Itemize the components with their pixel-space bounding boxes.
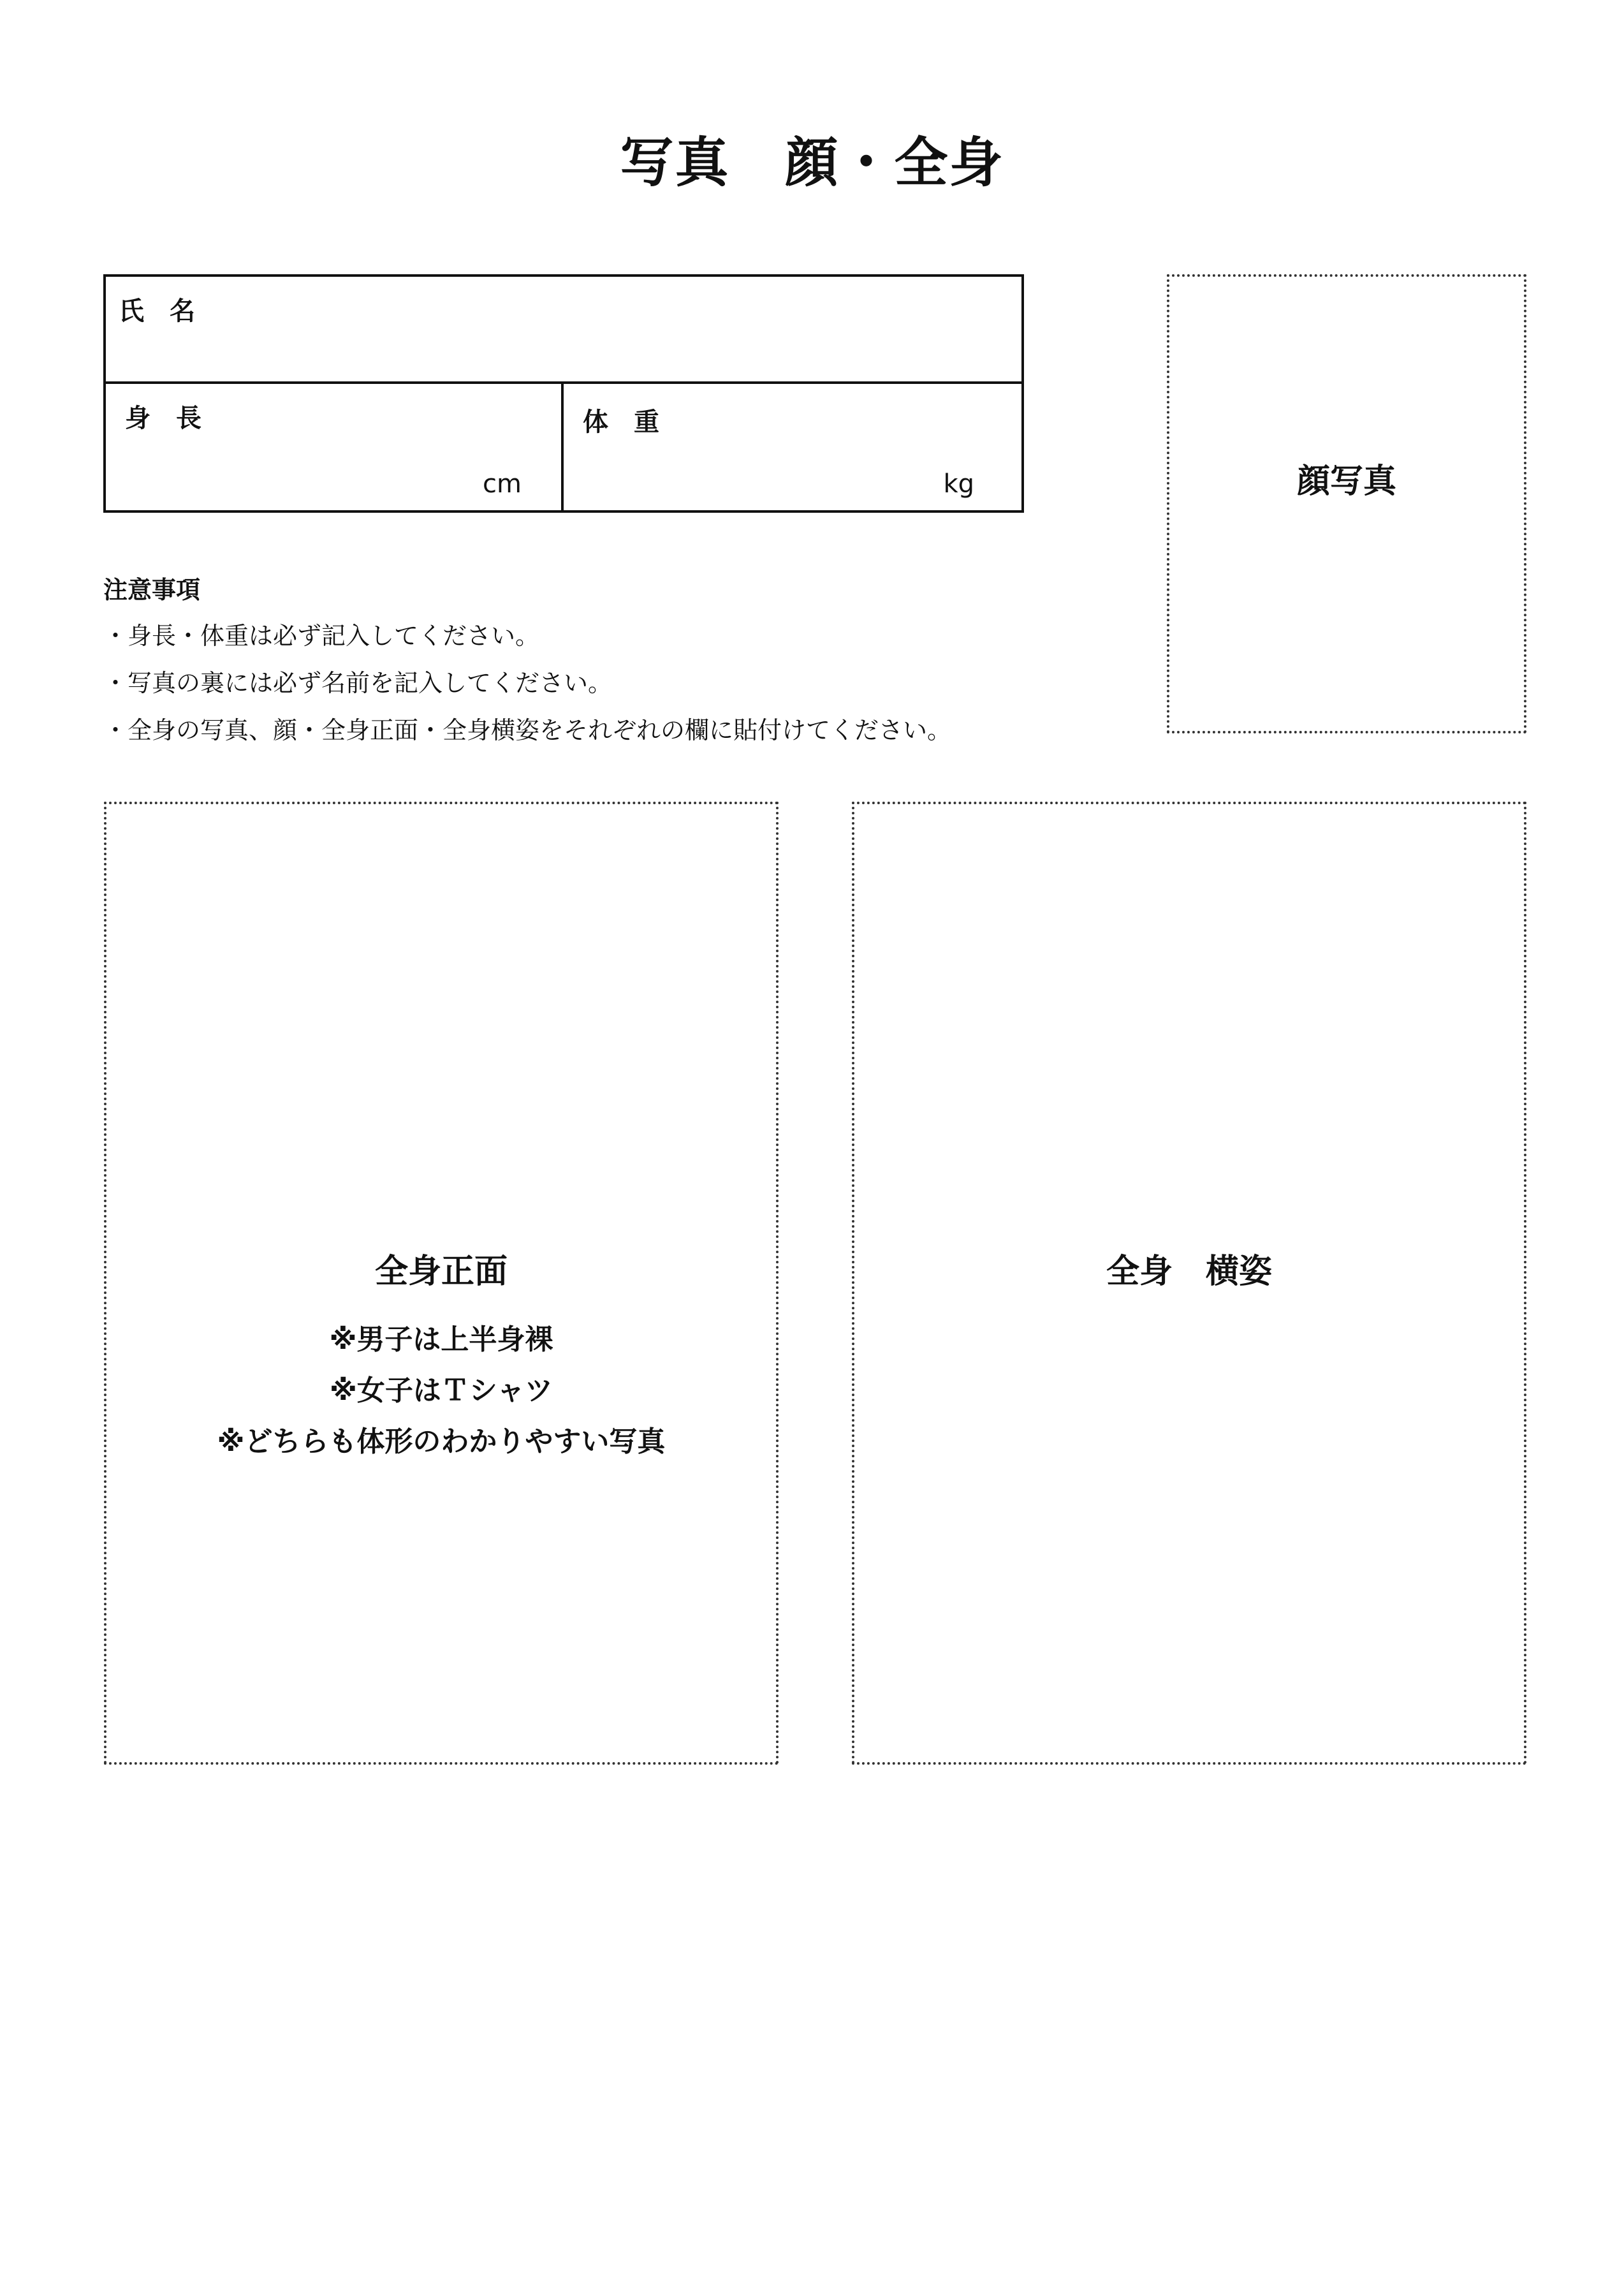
notes-section <box>103 568 1060 754</box>
weight-label: 体 重 <box>583 408 659 437</box>
info-table <box>103 274 1024 513</box>
weight-field[interactable] <box>564 384 1021 510</box>
notes-list <box>103 612 1060 754</box>
front-note: ※男子は上半身裸 <box>329 1323 553 1356</box>
height-label: 身 長 <box>125 404 201 433</box>
notes-heading: 注意事項 <box>103 576 201 604</box>
front-photo-box <box>104 802 779 1765</box>
front-photo-label: 全身正面 <box>374 1253 508 1291</box>
front-note: ※どちらも体形のわかりやすい写真 <box>217 1425 666 1458</box>
weight-unit: kg <box>943 469 974 499</box>
height-field[interactable] <box>106 384 564 510</box>
face-photo-box <box>1167 274 1526 733</box>
name-label: 氏 名 <box>119 297 195 326</box>
height-unit: cm <box>483 469 522 499</box>
side-photo-box <box>852 802 1526 1765</box>
front-photo-notes <box>106 1314 776 1467</box>
face-photo-label: 顔写真 <box>1296 462 1396 501</box>
page-title: 写真 顔・全身 <box>620 131 1004 194</box>
note-item: ・全身の写真、顔・全身正面・全身横姿をそれぞれの欄に貼付けてください。 <box>103 716 952 744</box>
note-item: ・写真の裏には必ず名前を記入してください。 <box>103 669 613 697</box>
name-field[interactable] <box>106 277 1021 384</box>
front-note: ※女子はＴシャツ <box>330 1374 553 1407</box>
side-photo-label: 全身 横姿 <box>1106 1253 1272 1291</box>
note-item: ・身長・体重は必ず記入してください。 <box>103 622 540 650</box>
